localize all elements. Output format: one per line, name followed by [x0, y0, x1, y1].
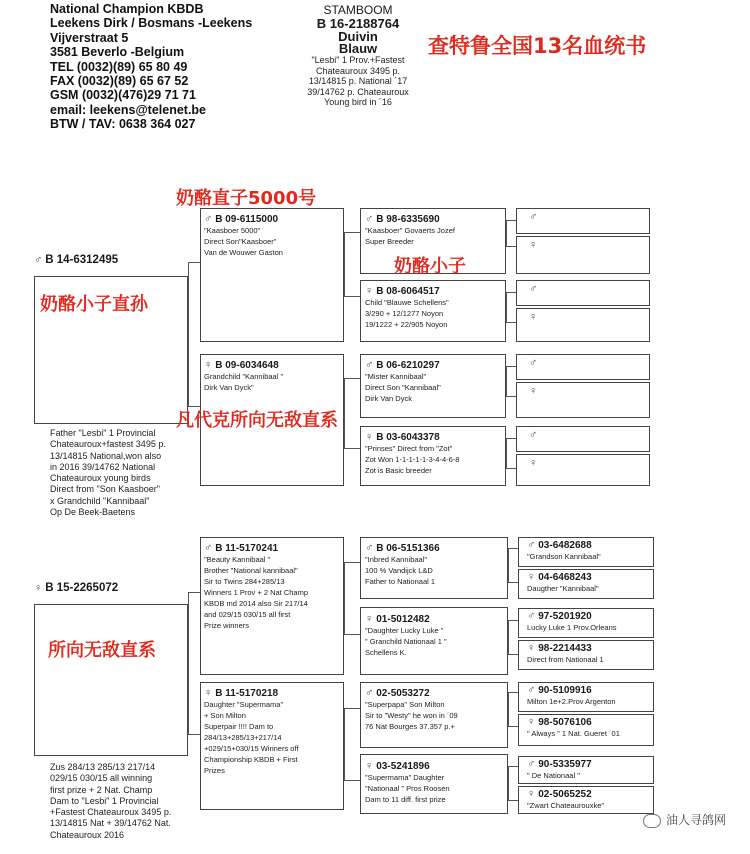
- mother-notes: [50, 762, 171, 841]
- pedigree-box-g3: [360, 754, 508, 814]
- box-line: KBDB md 2014 also Sir 217/14: [204, 599, 308, 608]
- box-line: Zot Won 1-1-1-1-1-3-4-4-6-8: [365, 455, 460, 464]
- female-icon: ♀: [365, 613, 374, 625]
- box-line: Championship KBDB + First: [204, 755, 298, 764]
- male-icon: ♂: [527, 684, 536, 696]
- ring-text: 03-6482688: [538, 540, 592, 551]
- father-notes: [50, 428, 166, 518]
- ring-text: 02-5065252: [538, 789, 592, 800]
- connector-line: [344, 780, 360, 781]
- connector-line: [508, 766, 509, 800]
- box-line: Schellens K.: [365, 648, 407, 657]
- female-icon: ♀: [527, 716, 536, 728]
- box-line: "Inbred Kannibaal": [365, 555, 428, 564]
- ring-number: [365, 542, 507, 554]
- box-line: Milton 1e+2.Prov Argenton: [527, 697, 616, 706]
- male-icon: ♂: [527, 610, 536, 622]
- connector-line: [188, 734, 200, 735]
- note-line: Chateauroux+fastest 3495 p.: [50, 439, 166, 450]
- connector-line: [344, 296, 360, 297]
- connector-line: [508, 726, 518, 727]
- stamboom-line: 39/14762 p. Chateauroux: [307, 86, 409, 97]
- breeder-header: [50, 2, 252, 132]
- mother-ring-text: B 15-2265072: [45, 582, 119, 594]
- ring-number: [365, 687, 507, 699]
- box-line: Zot is Basic breeder: [365, 466, 432, 475]
- ring-number: [204, 542, 343, 554]
- male-icon: ♂: [529, 283, 538, 295]
- ring-number: [529, 211, 649, 223]
- father-ring: [34, 254, 118, 266]
- header-line: GSM (0032)(476)29 71 71: [50, 88, 196, 103]
- connector-line: [188, 592, 200, 593]
- male-icon: ♂: [527, 758, 536, 770]
- stamboom-color: Blauw: [338, 41, 378, 56]
- note-line: 13/14815 National,won also: [50, 450, 162, 461]
- connector-line: [344, 562, 360, 563]
- ring-number: [204, 359, 343, 371]
- red-annotation: 凡代克所向无敌直系: [176, 410, 338, 431]
- stamboom-line: Chateauroux 3495 p.: [315, 65, 401, 76]
- pedigree-box-g4: [518, 786, 654, 814]
- box-line: 76 Nat Bourges 37.357 p.+: [365, 722, 455, 731]
- header-line: BTW / TAV: 0638 364 027: [50, 117, 196, 132]
- female-icon: ♀: [529, 311, 538, 323]
- ring-number: [527, 716, 653, 728]
- ring-text: B 09-6034648: [215, 360, 279, 371]
- female-icon: ♀: [529, 239, 538, 251]
- pedigree-box-g3: [360, 426, 506, 486]
- ring-number: [529, 311, 649, 323]
- ring-number: [529, 357, 649, 369]
- box-line: " De Nationaal ": [527, 771, 580, 780]
- box-line: Super Breeder: [365, 237, 414, 246]
- ring-text: B 11-5170218: [215, 688, 279, 699]
- connector-line: [506, 438, 507, 468]
- ring-text: B 06-6210297: [376, 360, 440, 371]
- ring-number: [529, 429, 649, 441]
- box-line: Daugther "Kannibaal": [527, 584, 599, 593]
- box-line: "Prinses" Direct from "Zot": [365, 444, 453, 453]
- pedigree-box-g4: [516, 426, 650, 452]
- female-icon: ♀: [527, 571, 536, 583]
- connector-line: [506, 220, 507, 246]
- pedigree-box-g3: [360, 537, 508, 599]
- connector-line: [506, 366, 516, 367]
- connector-line: [188, 592, 189, 734]
- ring-text: 98-2214433: [538, 643, 592, 654]
- father-ring-text: B 14-6312495: [45, 254, 119, 266]
- connector-line: [508, 692, 518, 693]
- pedigree-box-g4: [516, 208, 650, 234]
- connector-line: [508, 620, 509, 654]
- ring-number: [204, 213, 343, 225]
- ring-text: 04-6468243: [538, 572, 592, 583]
- pedigree-box-g4: [518, 756, 654, 784]
- box-line: " Granchild Nationaal 1 ": [365, 637, 447, 646]
- ring-text: 90-5109916: [538, 685, 592, 696]
- box-line: "Nationaal " Pros Roosen: [365, 784, 450, 793]
- box-line: Lucky Luke 1 Prov.Orleans: [527, 623, 617, 632]
- pedigree-box-g4: [518, 569, 654, 599]
- pedigree-box-g4: [518, 608, 654, 638]
- ring-number: [365, 431, 505, 443]
- ring-text: 02-5053272: [376, 688, 430, 699]
- female-icon: ♀: [365, 760, 374, 772]
- pedigree-box-g4: [516, 236, 650, 274]
- male-icon: ♂: [365, 359, 374, 371]
- ring-text: B 11-5170241: [215, 543, 279, 554]
- connector-line: [506, 396, 516, 397]
- male-icon: ♂: [529, 357, 538, 369]
- box-line: "Beauty Kannibaal ": [204, 555, 271, 564]
- ring-number: [529, 283, 649, 295]
- stamboom-name: Duivin: [338, 29, 378, 44]
- box-line: Brother "National kannibaal": [204, 566, 298, 575]
- ring-text: 90-5335977: [538, 759, 592, 770]
- box-line: 19/1222 + 22/905 Noyon: [365, 320, 448, 329]
- ring-text: 01-5012482: [376, 614, 430, 625]
- pedigree-box-g2: [200, 682, 344, 810]
- pedigree-box-g4: [516, 308, 650, 342]
- female-icon: ♀: [204, 359, 213, 371]
- box-line: "Grandson Kannibaal": [527, 552, 601, 561]
- connector-line: [508, 582, 518, 583]
- stamboom-block: [298, 4, 418, 108]
- box-line: Dam to 11 diff. first prize: [365, 795, 446, 804]
- box-line: Child "Blauwe Schellens": [365, 298, 449, 307]
- ring-number: [527, 642, 653, 654]
- connector-line: [508, 548, 518, 549]
- note-line: Chateauroux young birds: [50, 473, 151, 484]
- box-line: Prize winners: [204, 621, 250, 630]
- pedigree-box-g4: [516, 454, 650, 486]
- mother-box: [34, 604, 188, 756]
- red-annotation: 奶酪小子: [394, 256, 466, 277]
- ring-number: [527, 758, 653, 770]
- pedigree-box-g4: [518, 682, 654, 712]
- watermark: [643, 811, 726, 828]
- ring-number: [365, 213, 505, 225]
- ring-number: [204, 687, 343, 699]
- box-line: + Son Milton: [204, 711, 246, 720]
- box-line: "Superpapa" Son Milton: [365, 700, 445, 709]
- box-line: " Always " 1 Nat. Gueret ´01: [527, 729, 620, 738]
- stamboom-line: 13/14815 p. National ´17: [308, 76, 408, 86]
- box-line: Van de Wouwer Gaston: [204, 248, 283, 257]
- male-icon: ♂: [204, 213, 213, 225]
- box-line: and 029/15 030/15 all first: [204, 610, 291, 619]
- note-line: first prize + 2 Nat. Champ: [50, 784, 153, 795]
- note-line: Father "Lesbi" 1 Provincial: [50, 428, 156, 438]
- male-icon: ♂: [529, 211, 538, 223]
- header-line: FAX (0032)(89) 65 67 52: [50, 74, 189, 89]
- mother-ring: [34, 582, 118, 594]
- connector-line: [506, 468, 516, 469]
- ring-number: [527, 539, 653, 551]
- connector-line: [506, 322, 516, 323]
- female-icon: ♀: [34, 582, 43, 594]
- connector-line: [508, 766, 518, 767]
- male-icon: ♂: [365, 687, 374, 699]
- connector-line: [508, 800, 518, 801]
- ring-number: [527, 571, 653, 583]
- note-line: Op De Beek-Baetens: [50, 507, 136, 518]
- connector-line: [344, 562, 345, 634]
- red-title: 查特鲁全国13名血统书: [428, 34, 647, 58]
- pedigree-box-g4: [518, 640, 654, 670]
- stamboom-line: Young bird in ´16: [324, 97, 392, 107]
- connector-line: [506, 438, 516, 439]
- male-icon: ♂: [529, 429, 538, 441]
- pedigree-box-g3: [360, 607, 508, 675]
- red-annotation: 奶酪直子5000号: [176, 188, 317, 209]
- connector-line: [344, 708, 360, 709]
- female-icon: ♀: [527, 788, 536, 800]
- ring-number: [527, 788, 653, 800]
- female-icon: ♀: [529, 385, 538, 397]
- male-icon: ♂: [365, 213, 374, 225]
- header-line: National Champion KBDB: [50, 2, 204, 16]
- female-icon: ♀: [204, 687, 213, 699]
- box-line: Winners 1 Prov + 2 Nat Champ: [204, 588, 309, 597]
- female-icon: ♀: [365, 431, 374, 443]
- pedigree-box-g4: [516, 280, 650, 306]
- ring-text: 97-5201920: [538, 611, 592, 622]
- ring-number: [365, 285, 505, 297]
- pedigree-box-g3: [360, 682, 508, 748]
- note-line: Chateauroux 2016: [50, 829, 125, 840]
- pedigree-box-g2: [200, 537, 344, 675]
- connector-line: [508, 548, 509, 582]
- box-line: "Kaasboer" Govaerts Jozef: [365, 226, 455, 235]
- connector-line: [344, 378, 360, 379]
- connector-line: [344, 634, 360, 635]
- box-line: Dirk Van Dyck": [204, 383, 254, 392]
- header-line: Vijverstraat 5: [50, 30, 129, 45]
- ring-number: [529, 239, 649, 251]
- female-icon: ♀: [527, 642, 536, 654]
- ring-text: B 09-6115000: [215, 214, 279, 225]
- box-line: Sir to Twins 284+285/13: [204, 577, 285, 586]
- pedigree-box-g3: [360, 354, 506, 418]
- connector-line: [508, 654, 518, 655]
- male-icon: ♂: [365, 542, 374, 554]
- box-line: +029/15+030/15 Winners off: [204, 744, 299, 753]
- note-line: 13/14815 Nat + 39/14762 Nat.: [50, 818, 171, 829]
- note-line: Dam to "Lesbi" 1 Provincial: [50, 795, 159, 806]
- box-line: Dirk Van Dyck: [365, 394, 412, 403]
- box-line: "Zwart Chateaurouxke": [527, 801, 605, 810]
- ring-number: [365, 613, 507, 625]
- ring-text: B 03-6043378: [376, 432, 440, 443]
- note-line: Direct from "Son Kaasboer": [50, 484, 160, 495]
- box-line: "Mister Kannibaal": [365, 372, 427, 381]
- connector-line: [344, 708, 345, 780]
- note-line: 029/15 030/15 all winning: [50, 773, 153, 784]
- wechat-icon: [643, 814, 661, 828]
- connector-line: [344, 378, 345, 448]
- ring-number: [529, 385, 649, 397]
- pedigree-box-g4: [518, 537, 654, 567]
- connector-line: [188, 262, 200, 263]
- ring-text: 98-5076106: [538, 717, 592, 728]
- box-line: 100 % Vandijck L&D: [365, 566, 433, 575]
- ring-number: [365, 359, 505, 371]
- connector-line: [506, 246, 516, 247]
- female-icon: ♀: [365, 285, 374, 297]
- connector-line: [344, 232, 345, 296]
- ring-number: [529, 457, 649, 469]
- header-line: email: leekens@telenet.be: [50, 102, 207, 117]
- box-line: Grandchild "Kannibaal ": [204, 372, 284, 381]
- male-icon: ♂: [204, 542, 213, 554]
- box-line: Direct from Nationaal 1: [527, 655, 604, 664]
- box-line: Prizes: [204, 766, 225, 775]
- male-icon: ♂: [34, 254, 43, 266]
- box-line: "Supermama" Daughter: [365, 773, 445, 782]
- connector-line: [508, 692, 509, 726]
- connector-line: [188, 262, 189, 406]
- connector-line: [344, 232, 360, 233]
- box-line: 284/13+285/13+217/14: [204, 733, 282, 742]
- header-line: 3581 Beverlo -Belgium: [50, 45, 185, 60]
- connector-line: [508, 620, 518, 621]
- pedigree-box-g4: [518, 714, 654, 746]
- pedigree-box-g3: [360, 280, 506, 342]
- stamboom-ring: B 16-2188764: [316, 16, 400, 31]
- pedigree-box-g4: [516, 382, 650, 418]
- box-line: Direct Son "Kannibaal": [365, 383, 441, 392]
- connector-line: [506, 292, 507, 322]
- ring-text: B 98-6335690: [376, 214, 440, 225]
- note-line: x Grandchild "Kannibaal": [50, 495, 150, 506]
- stamboom-line: "Lesbi" 1 Prov.+Fastest: [311, 55, 405, 65]
- male-icon: ♂: [527, 539, 536, 551]
- connector-line: [506, 220, 516, 221]
- box-line: "Daughter Lucky Luke ": [365, 626, 444, 635]
- note-line: +Fastest Chateauroux 3495 p.: [50, 807, 172, 818]
- ring-text: 03-5241896: [376, 761, 430, 772]
- pedigree-box-g2: [200, 208, 344, 342]
- connector-line: [506, 366, 507, 396]
- ring-number: [527, 684, 653, 696]
- connector-line: [506, 292, 516, 293]
- note-line: in 2016 39/14762 National: [50, 461, 156, 472]
- red-annotation: 所向无敌直系: [48, 640, 156, 661]
- watermark-text: 油人寻鸽网: [665, 813, 726, 827]
- header-line: TEL (0032)(89) 65 80 49: [50, 59, 188, 74]
- connector-line: [344, 448, 360, 449]
- red-annotation: 奶酪小子直孙: [40, 294, 148, 315]
- ring-number: [365, 760, 507, 772]
- box-line: 3/290 + 12/1277 Noyon: [365, 309, 444, 318]
- ring-text: B 08-6064517: [376, 286, 440, 297]
- box-line: Direct Son"Kaasboer": [204, 237, 277, 246]
- stamboom-title: STAMBOOM: [323, 3, 393, 17]
- note-line: Zus 284/13 285/13 217/14: [50, 762, 156, 772]
- ring-number: [527, 610, 653, 622]
- ring-text: B 06-5151366: [376, 543, 440, 554]
- box-line: Superpair !!!! Dam to: [204, 722, 274, 731]
- box-line: "Kaasboer 5000": [204, 226, 261, 235]
- pedigree-box-g4: [516, 354, 650, 380]
- box-line: Sir to "Westy" he won in ´09: [365, 711, 458, 720]
- header-line: Leekens Dirk / Bosmans -Leekens: [50, 16, 253, 31]
- box-line: Daughter "Supermama": [204, 700, 284, 709]
- female-icon: ♀: [529, 457, 538, 469]
- box-line: Father to Nationaal 1: [365, 577, 436, 586]
